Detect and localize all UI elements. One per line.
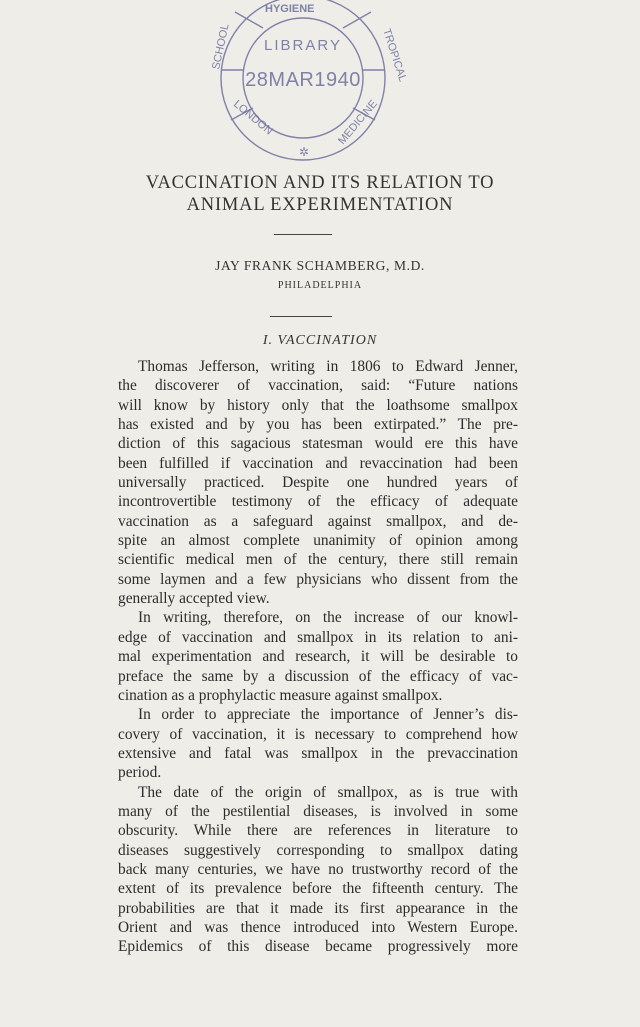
text-line: vaccination as a safeguard against smallpox, and de- [118,512,518,530]
title-line-1: VACCINATION AND ITS RELATION TO [145,173,495,193]
body-text [118,357,518,957]
text-line: diseases suggestively corresponding to smallpox dating [118,841,518,859]
svg-text:✲: ✲ [299,145,310,159]
library-stamp-seal [203,0,409,165]
text-line: diction of this sagacious statesman would ere this have [118,435,518,453]
text-line: In order to appreciate the importance of Jenner’s dis- [138,706,518,724]
svg-text:LIBRARY: LIBRARY [264,37,342,54]
text-line: Orient and was thence introduced into Western Europe. [118,918,518,936]
text-line: In writing, therefore, on the increase of our knowl- [138,609,518,627]
svg-text:TROPICAL: TROPICAL [380,27,409,84]
svg-text:LONDON: LONDON [231,98,275,138]
svg-text:SCHOOL: SCHOOL [210,22,232,71]
text-line: universally practiced. Despite one hundred years of [118,474,518,492]
text-line: will know by history only that the loathsome smallpox [118,396,518,414]
text-line: mal experimentation and research, it will be desirable to [118,648,518,666]
text-line: has existed and by you has been extirpated.” The pre- [118,416,518,434]
text-line: Thomas Jefferson, writing in 1806 to Edward Jenner, [138,358,518,375]
text-line: back many centuries, we have no trustworthy record of the [118,860,518,878]
text-line: cination as a prophylactic measure against smallpox. [118,686,443,704]
text-line: many of the pestilential diseases, is involved in some [118,802,518,820]
svg-text:HYGIENE: HYGIENE [265,3,315,15]
text-line: extent of its prevalence before the fifteenth century. The [118,880,518,898]
article-title [60,172,580,216]
text-line: some laymen and a few physicians who dissent from the [118,570,518,588]
svg-text:MEDICINE: MEDICINE [336,98,380,147]
text-line: scientific medical men of the century, there still remain [118,551,518,569]
text-line: the discoverer of vaccination, said: “Future nations [118,377,518,395]
text-line: obscurity. While there are references in literature to [118,822,518,840]
text-line: period. [118,764,162,782]
text-line: extensive and fatal was smallpox in the prevaccination [118,744,518,762]
divider-rule [274,234,332,235]
text-line: Epidemics of this disease became progressively more [118,938,518,956]
divider-rule [270,316,332,317]
library-stamp [203,0,409,165]
text-line: generally accepted view. [118,590,270,608]
text-line: spite an almost complete unanimity of opinion among [118,532,518,550]
author-city: PHILADELPHIA [277,280,363,291]
author-name: JAY FRANK SCHAMBERG, M.D. [215,258,425,273]
text-line: been fulfilled if vaccination and revaccination had been [118,454,518,472]
text-line: edge of vaccination and smallpox in its relation to ani- [118,628,518,646]
text-line: probabilities are that it made its first appearance in the [118,899,518,917]
title-line-2: ANIMAL EXPERIMENTATION [186,195,454,215]
text-line: The date of the origin of smallpox, as is true with [138,783,518,801]
section-heading: I. VACCINATION [262,333,378,348]
svg-text:28MAR1940: 28MAR1940 [245,69,361,91]
text-line: incontrovertible testimony of the efficacy of adequate [118,493,518,511]
text-line: covery of vaccination, it is necessary to comprehend how [118,725,518,743]
text-line: preface the same by a discussion of the efficacy of vac- [118,667,518,685]
